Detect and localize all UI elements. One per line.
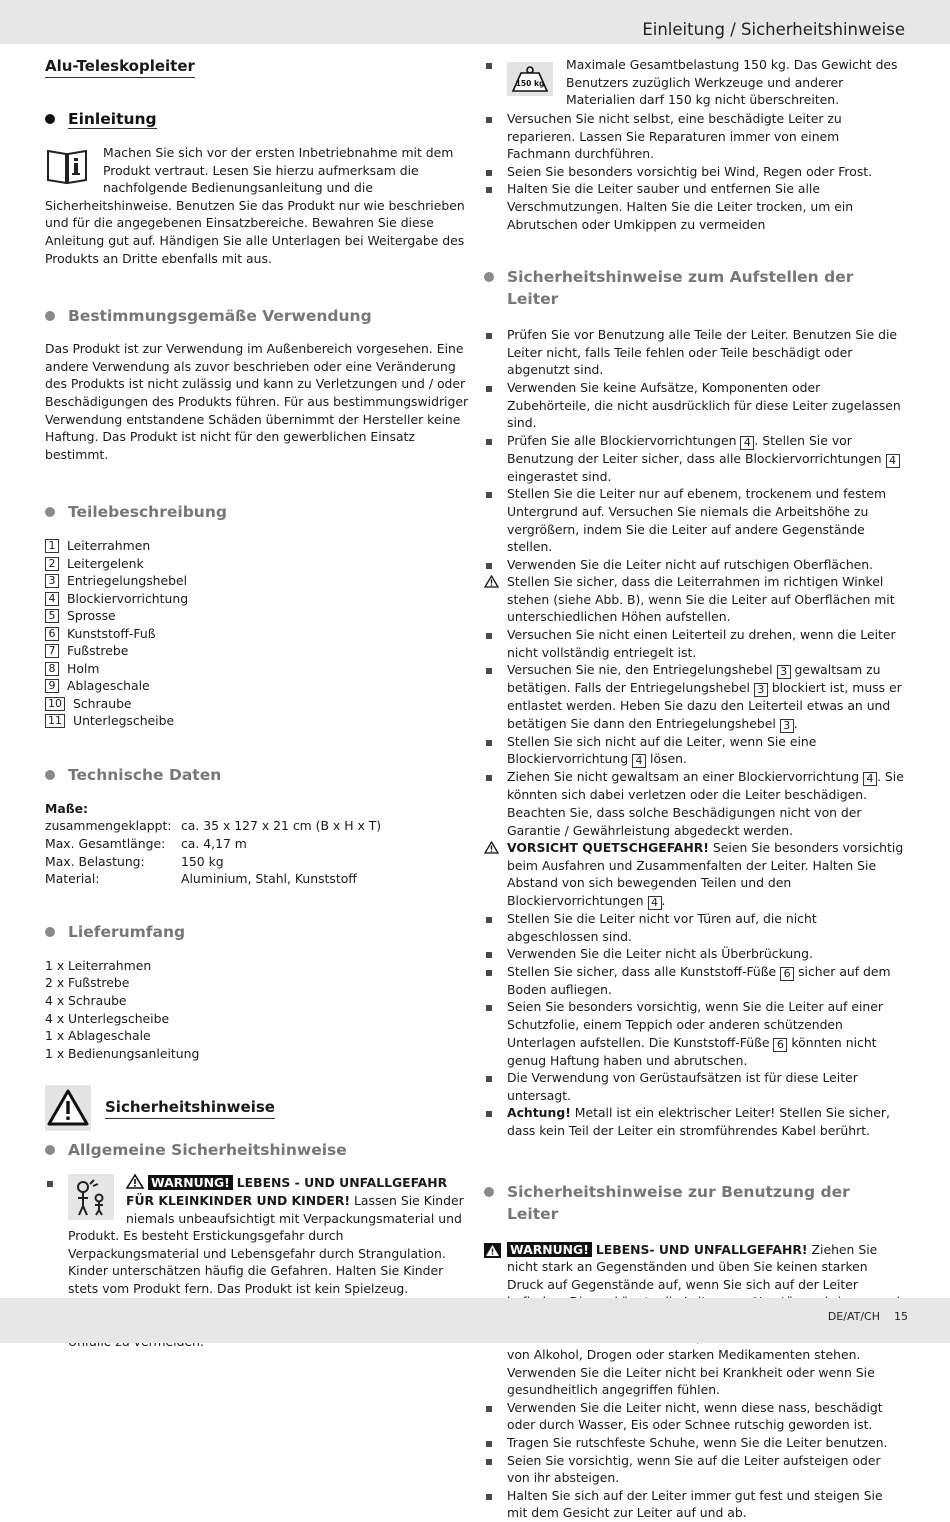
warning-icon xyxy=(484,1243,501,1258)
intro-block xyxy=(45,144,469,267)
table-row: zusammengeklappt: ca. 35 x 127 x 21 cm (B x H x T) xyxy=(45,818,382,834)
delivery-list xyxy=(45,957,469,1063)
list-item: 4 Blockiervorrichtung xyxy=(45,590,469,608)
info-book-icon xyxy=(45,146,89,186)
list-item: 1 x Ablageschale xyxy=(45,1028,151,1044)
list-item: Stellen Sie sich nicht auf die Leiter, wenn Sie eine Blockiervorrichtung 4 lösen. xyxy=(484,733,906,769)
heading-usage-safety: Sicherheitshinweise zur Benutzung der Leiter xyxy=(484,1181,906,1225)
list-item: 8 Holm xyxy=(45,660,469,678)
list-item: Stellen Sie die Leiter nur auf ebenem, trockenem und festem Untergrund auf. Versuchen Sie niemals die Arbeitshöhe zu vergrößern, indem Sie die Leiter auf andere Gegenstände stellen. xyxy=(484,485,906,555)
page-footer-bar xyxy=(0,1298,950,1343)
list-item: Seien Sie vorsichtig, wenn Sie auf die Leiter aufsteigen oder von ihr absteigen. xyxy=(484,1452,906,1487)
heading-intended-use: Bestimmungsgemäße Verwendung xyxy=(45,305,469,327)
table-row: Material: Aluminium, Stahl, Kunststoff xyxy=(45,871,357,887)
list-item: Versuchen Sie nie, den Entriegelungshebel 3 gewaltsam zu betätigen. Falls der Entriegelungshebel 3 blockiert ist, muss er entlastet werden. Heben Sie dazu den Leiterteil etwas an und betätigen Sie dann den Entriegelungshebel 3 . xyxy=(484,661,906,733)
list-item: 7 Fußstrebe xyxy=(45,642,469,660)
list-item: 4 x Unterlegscheibe xyxy=(45,1010,170,1026)
list-item: 1 x Bedienungsanleitung xyxy=(45,1045,200,1061)
list-item: 1 Leiterrahmen xyxy=(45,537,469,555)
list-item: 5 Sprosse xyxy=(45,607,469,625)
list-item: Verwenden Sie die Leiter nicht, wenn diese nass, beschädigt oder durch Wasser, Eis oder Schnee rutschig geworden ist. xyxy=(484,1399,906,1434)
product-title: Alu-Teleskopleiter xyxy=(45,56,195,78)
table-row: Max. Gesamtlänge: ca. 4,17 m xyxy=(45,836,247,851)
safety-heading-block xyxy=(45,1085,469,1131)
list-item: Stellen Sie sicher, dass alle Kunststoff-Füße 6 sicher auf dem Boden aufliegen. xyxy=(484,963,906,999)
list-item: Prüfen Sie alle Blockiervorrichtungen 4 . Stellen Sie vor Benutzung der Leiter sicher, dass alle Blockiervorrichtungen 4 eingerastet sind. xyxy=(484,432,906,486)
dimensions-label: Maße: xyxy=(45,800,88,816)
list-item: Die Verwendung von Gerüstaufsätzen ist für diese Leiter untersagt. xyxy=(484,1069,906,1104)
heading-setup-safety: Sicherheitshinweise zum Aufstellen der Leiter xyxy=(484,266,906,310)
list-item: Stellen Sie die Leiter nicht vor Türen auf, die nicht abgeschlossen sind. xyxy=(484,910,906,945)
page-header-bar xyxy=(0,0,950,44)
list-item: Seien Sie besonders vorsichtig bei Wind, Regen oder Frost. xyxy=(484,163,906,181)
list-item: Stellen Sie sicher, dass die Leiterrahmen im richtigen Winkel stehen (siehe Abb. B), wenn Sie die Leiter auf Oberflächen mit unterschiedlichen Höhen aufstellen. xyxy=(484,573,906,626)
list-item: Ziehen Sie nicht gewaltsam an einer Blockiervorrichtung 4 . Sie könnten sich dabei verletzen oder die Leiter beschädigen. Beachten Sie, dass solche Beschädigungen nicht von der Garantie / Gewährleistung abgedeckt werden. xyxy=(484,768,906,839)
list-item: 6 Kunststoff-Fuß xyxy=(45,625,469,643)
list-item: 3 Entriegelungshebel xyxy=(45,572,469,590)
warning-triangle-icon xyxy=(45,1085,91,1131)
list-item: WARNUNG! LEBENS- UND UNFALLGEFAHR! Ziehen Sie nicht stark an Gegenständen und üben Sie keinen starken Druck auf Gegenstände auf, wenn Sie sich auf der Leiter xyxy=(484,1241,906,1329)
child-warning-icon xyxy=(68,1174,114,1220)
page-number: DE/AT/CH 15 xyxy=(827,1310,908,1323)
left-column xyxy=(45,56,469,1350)
list-item: 2 x Fußstrebe xyxy=(45,975,130,991)
list-item: 10 Schraube xyxy=(45,695,469,713)
list-item: Seien Sie besonders vorsichtig, wenn Sie die Leiter auf einer Schutzfolie, einem Teppich oder anderen schützenden Unterlagen aufstellen. Die Kunststoff-Füße 6 könnten nicht genug Haftung haben und abrutschen. xyxy=(484,998,906,1069)
list-item: Halten Sie sich auf der Leiter immer gut fest und steigen Sie mit dem Gesicht zur Leiter auf und ab. xyxy=(484,1487,906,1522)
weight-icon xyxy=(507,62,553,96)
list-item: Tragen Sie rutschfeste Schuhe, wenn Sie die Leiter benutzen. xyxy=(484,1434,906,1452)
list-item: 9 Ablageschale xyxy=(45,677,469,695)
list-item: 1 x Leiterrahmen xyxy=(45,957,152,973)
heading-delivery-scope: Lieferumfang xyxy=(45,921,469,943)
technical-data xyxy=(45,800,469,888)
setup-list xyxy=(484,326,906,1139)
page-title: Einleitung / Sicherheitshinweise xyxy=(642,20,905,39)
heading-technical-data: Technische Daten xyxy=(45,764,469,786)
list-item: Verwenden Sie die Leiter nicht auf rutschigen Oberflächen. xyxy=(484,556,906,574)
list-item: Versuchen Sie nicht selbst, eine beschädigte Leiter zu reparieren. Lassen Sie Reparaturen immer von einem Fachmann durchführen. xyxy=(484,110,906,163)
heading-safety: Sicherheitshinweise xyxy=(105,1097,275,1119)
table-row: Max. Belastung: 150 kg xyxy=(45,853,224,869)
list-item: VORSICHT QUETSCHGEFAHR! Seien Sie besonders vorsichtig beim Ausfahren und Zusammenfalten der Leiter. Halten Sie Abstand von sich bewegenden Teilen und den Blockiervorrichtungen 4 . xyxy=(484,839,906,910)
heading-general-safety: Allgemeine Sicherheitshinweise xyxy=(45,1139,469,1161)
list-item: Halten Sie die Leiter sauber und entfernen Sie alle Verschmutzungen. Halten Sie die Leiter trocken, um ein Abrutschen oder Umkippen zu vermeiden xyxy=(484,180,906,233)
warning-icon xyxy=(126,1174,144,1189)
list-item: Verwenden Sie keine Aufsätze, Komponenten oder Zubehörteile, die nicht ausdrücklich für diese Leiter zugelassen sind. xyxy=(484,379,906,432)
list-item: Prüfen Sie vor Benutzung alle Teile der Leiter. Benutzen Sie die Leiter nicht, falls Teile fehlen oder Teile beschädigt oder abgenutzt sind. xyxy=(484,326,906,379)
list-item: 2 Leitergelenk xyxy=(45,555,469,573)
usage-list xyxy=(484,1241,906,1522)
list-item: Achtung! Metall ist ein elektrischer Leiter! Stellen Sie sicher, dass kein Teil der Leiter ein stromführendes Kabel berührt. xyxy=(484,1104,906,1139)
list-item: 11 Unterlegscheibe xyxy=(45,712,469,730)
list-item: von Alkohol, Drogen oder starken Medikamenten stehen. Verwenden Sie die Leiter nicht bei Krankheit oder wenn Sie gesundheitlich angegriffen fühlen. xyxy=(484,1329,906,1399)
intended-use-text: Das Produkt ist zur Verwendung im Außenbereich vorgesehen. Eine andere Verwendung als zuvor beschrieben oder eine Veränderung des Produkts ist nicht zulässig und kann zu Verletzungen und / oder Beschädigungen des Produkts führen. Für aus bestimmungswidriger Verwendung entstandene Schäden übernimmt der Hersteller keine Haftung. Das Produkt ist nicht für den gewerblichen Einsatz bestimmt. xyxy=(45,341,469,462)
heading-parts: Teilebeschreibung xyxy=(45,501,469,523)
intro-text: Machen Sie sich vor der ersten Inbetriebnahme mit dem Produkt vertraut. Lesen Sie hierzu aufmerksam die nachfolgende Bedienungsanleitung und die Sicherheitshinweise. Benutzen Sie das Produkt nur wie beschrieben und für die angegebenen Einsatzbereiche. Bewahren Sie diese Anleitung gut auf. Händigen Sie alle Unterlagen bei Weitergabe des Produkts an Dritte ebenfalls mit aus. xyxy=(45,145,465,266)
warning-icon xyxy=(484,575,499,588)
svg-text:150 kg: 150 kg xyxy=(515,79,545,88)
list-item: 150 kg Maximale Gesamtbelastung 150 kg. Das Gewicht des Benutzers zuzüglich Werkzeuge und anderer Materialien darf 150 kg nicht überschreiten. xyxy=(484,56,906,110)
list-item: Verwenden Sie die Leiter nicht als Überbrückung. xyxy=(484,945,906,963)
warning-label: WARNUNG! xyxy=(507,1242,592,1257)
heading-introduction: Einleitung xyxy=(45,108,469,130)
warning-icon xyxy=(484,841,499,854)
parts-list xyxy=(45,537,469,730)
list-item: 4 x Schraube xyxy=(45,992,127,1008)
list-item: Versuchen Sie nicht einen Leiterteil zu drehen, wenn die Leiter nicht vollständig entriegelt ist. xyxy=(484,626,906,661)
list-item: WARNUNG! LEBENS - UND UNFALLGEFAHR FÜR KLEINKINDER UND KINDER! Lassen Sie Kinder niemals unbeaufsichtigt mit Verpackungsmaterial und Produkt. Es besteht Erstickungsgefahr durch Verpackungsmaterial und Lebensgefahr durch Strangulation. Kinder unterschätzen häufig die Gefahren. Halten Sie Kinder stets vom Produkt fern. Das Produkt ist kein Spielzeug. xyxy=(45,1174,469,1297)
warning-label: WARNUNG! xyxy=(148,1175,233,1190)
